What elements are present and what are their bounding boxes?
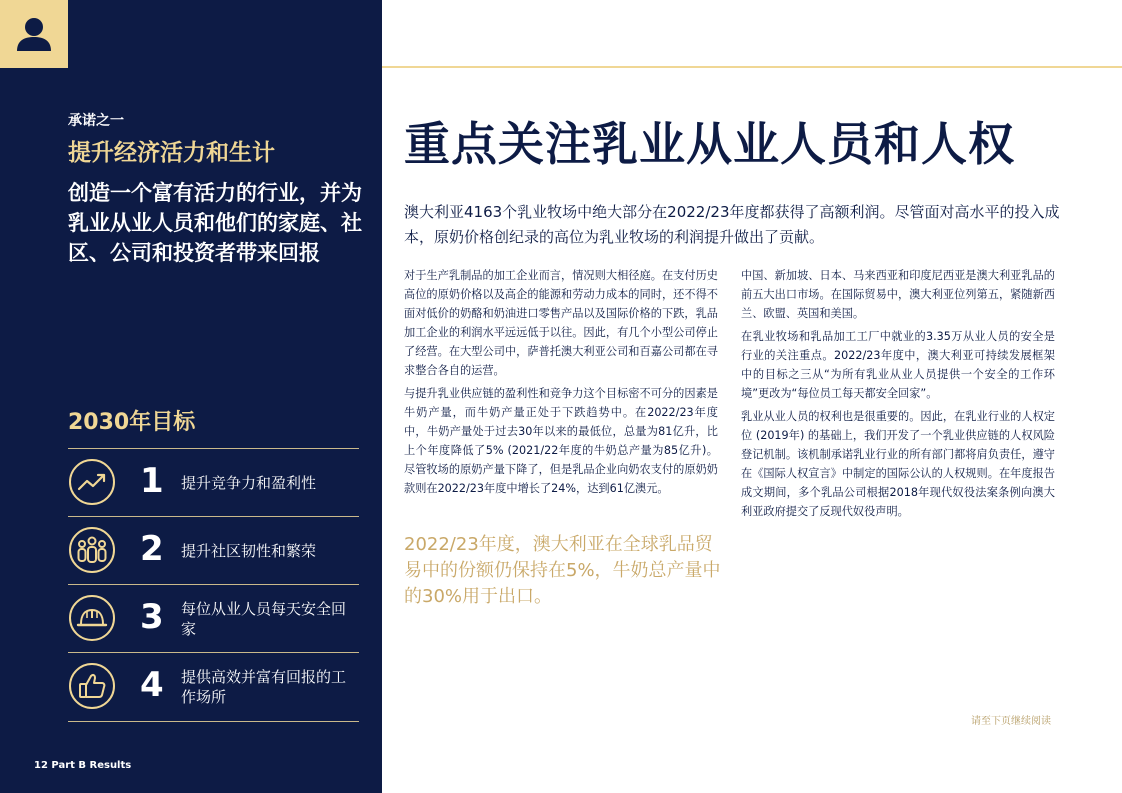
continue-reading-note: 请至下页继续阅读	[971, 716, 1051, 727]
body-paragraph: 中国、新加坡、日本、马来西亚和印度尼西亚是澳大利亚乳品的前五大出口市场。在国际贸易中，澳大利亚位列第五，紧随新西兰、欧盟、英国和美国。	[741, 269, 1055, 320]
goal-number: 3	[140, 597, 164, 637]
goal-label: 提升社区韧性和繁荣	[181, 542, 317, 560]
commitment-title: 提升经济活力和生计	[68, 140, 275, 166]
goal-number: 1	[140, 461, 164, 501]
goal-label: 提升竞争力和盈利性	[181, 474, 317, 492]
commitment-description: 创造一个富有活力的行业，并为乳业从业人员和他们的家庭、社区、公司和投资者带来回报	[68, 181, 362, 265]
page-title: 重点关注乳业从业人员和人权	[404, 117, 1015, 171]
body-paragraph: 与提升乳业供应链的盈利性和竞争力这个目标密不可分的因素是牛奶产量，而牛奶产量正处于下跌趋势中。在2022/23年度中，牛奶产量处于过去30年以来的最低位，总量为81亿升，比上个年度降低了5% (2021/22年度的牛奶总产量为85亿升)。尽管牧场的原奶产量下降了，但是乳品企业向奶农支付的原奶奶款则在2022/23年度中增长了24%，达到61亿澳元。	[404, 387, 718, 495]
intro-paragraph: 澳大利亚4163个乳业牧场中绝大部分在2022/23年度都获得了高额利润。尽管面对高水平的投入成本，原奶价格创纪录的高位为乳业牧场的利润提升做出了贡献。	[404, 203, 1060, 246]
goal-item-1	[68, 448, 359, 517]
goal-number: 2	[140, 529, 164, 569]
page-footer: 12 Part B Results	[34, 760, 132, 771]
goal-label: 提供高效并富有回报的工作场所	[181, 668, 347, 706]
thumbs-up-icon	[68, 662, 116, 710]
goal-number: 4	[140, 665, 164, 705]
top-divider	[382, 66, 1122, 68]
body-paragraph: 对于生产乳制品的加工企业而言，情况则大相径庭。在支付历史高位的原奶价格以及高企的能源和劳动力成本的同时，还不得不面对低价的奶酪和奶油进口零售产品以及国际价格的下跌，乳品加工企业的利润水平远远低于以往。因此，有几个小型公司停止了经营。在大型公司中，萨普托澳大利亚公司和百嘉公司都在寻求整合各自的运营。	[404, 269, 718, 377]
goal-label: 每位从业人员每天安全回家	[181, 600, 347, 638]
trending-up-icon	[68, 458, 116, 506]
body-paragraph: 乳业从业人员的权利也是很重要的。因此，在乳业行业的人权定位 (2019年) 的基础上，我们开发了一个乳业供应链的人权风险登记机制。该机制承诺乳业行业的所有部门都将肩负责任，遵守在《国际人权宣言》中制定的国际公认的人权规则。在年度报告成文期间，多个乳品公司根据2018年现代奴役法案条例向澳大利亚政府提交了反现代奴役声明。	[741, 410, 1055, 518]
hard-hat-icon	[68, 594, 116, 642]
text-column-left	[404, 266, 718, 502]
person-icon	[14, 14, 54, 54]
goal-item-3	[68, 584, 359, 653]
avatar	[0, 0, 68, 68]
commitment-label: 承诺之一	[68, 113, 124, 129]
goals-heading: 2030年目标	[68, 410, 196, 435]
pull-quote: 2022/23年度，澳大利亚在全球乳品贸易中的份额仍保持在5%，牛奶总产量中的30%用于出口。	[404, 534, 721, 607]
community-people-icon	[68, 526, 116, 574]
goal-item-2	[68, 516, 359, 585]
text-column-right	[741, 266, 1055, 525]
body-paragraph: 在乳业牧场和乳品加工工厂中就业的3.35万从业人员的安全是行业的关注重点。2022/23年度中，澳大利亚可持续发展框架中的目标之三从“为所有乳业从业人员提供一个安全的工作环境”更改为“每位员工每天都安全回家”。	[741, 330, 1055, 400]
goal-item-4	[68, 652, 359, 722]
left-panel	[0, 0, 382, 793]
